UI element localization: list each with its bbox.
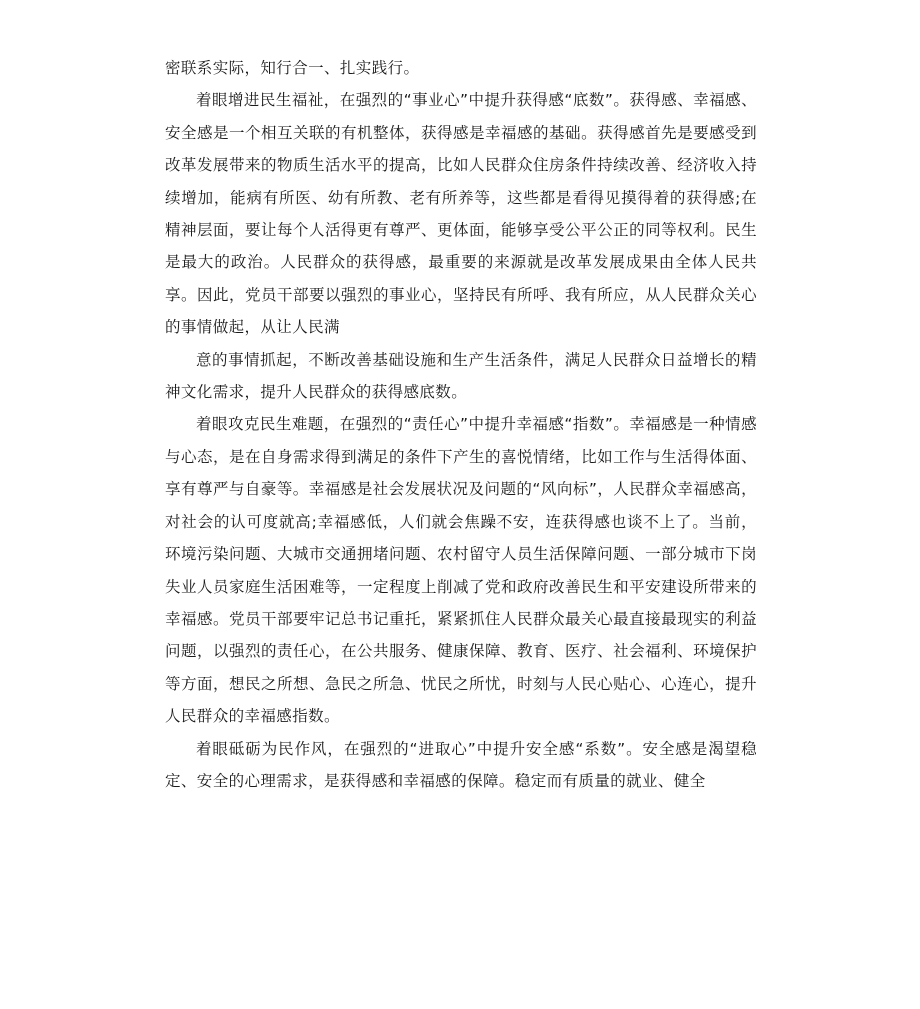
paragraph-continuation: 密联系实际，知行合一、扎实践行。 (165, 59, 420, 77)
paragraph-acquisition: 着眼增进民生福祉，在强烈的“事业心”中提升获得感“底数”。获得感、幸福感、安全感是一个相互关联的有机整体，获得感是幸福感的基础。获得感首先是要感受到改革发展带来的物质生活水平的提高，比如人民群众住房条件持续改善、经济收入持续增加，能病有所医、幼有所教、老有所养等，这些都是看得见摸得着的获得感;在精神层面，要让每个人活得更有尊严、更体面，能够享受公平公正的同等权利。民生是最大的政治。人民群众的获得感，最重要的来源就是改革发展成果由全体人民共享。因此，党员干部要以强烈的事业心，坚持民有所呼、我有所应，从人民群众关心的事情做起，从让人民满 (165, 91, 757, 337)
paragraph-acquisition-continued: 意的事情抓起，不断改善基础设施和生产生活条件，满足人民群众日益增长的精神文化需求，提升人民群众的获得感底数。 (165, 350, 757, 402)
paragraph-security: 着眼砥砺为民作风，在强烈的“进取心”中提升安全感“系数”。安全感是渴望稳定、安全的心理需求，是获得感和幸福感的保障。稳定而有质量的就业、健全 (165, 739, 757, 790)
paragraph-happiness: 着眼攻克民生难题，在强烈的“责任心”中提升幸福感“指数”。幸福感是一种情感与心态，是在自身需求得到满足的条件下产生的喜悦情绪，比如工作与生活得体面、享有尊严与自豪等。幸福感是社会发展状况及问题的“风向标”，人民群众幸福感高，对社会的认可度就高;幸福感低，人们就会焦躁不安，连获得感也谈不上了。当前，环境污染问题、大城市交通拥堵问题、农村留守人员生活保障问题、一部分城市下岗失业人员家庭生活困难等，一定程度上削减了党和政府改善民生和平安建设所带来的幸福感。党员干部要牢记总书记重托，紧紧抓住人民群众最关心最直接最现实的利益问题，以强烈的责任心，在公共服务、健康保障、教育、医疗、社会福利、环境保护等方面，想民之所想、急民之所急、忧民之所忧，时刻与人民心贴心、心连心，提升人民群众的幸福感指数。 (165, 415, 757, 726)
document-body (165, 52, 757, 797)
